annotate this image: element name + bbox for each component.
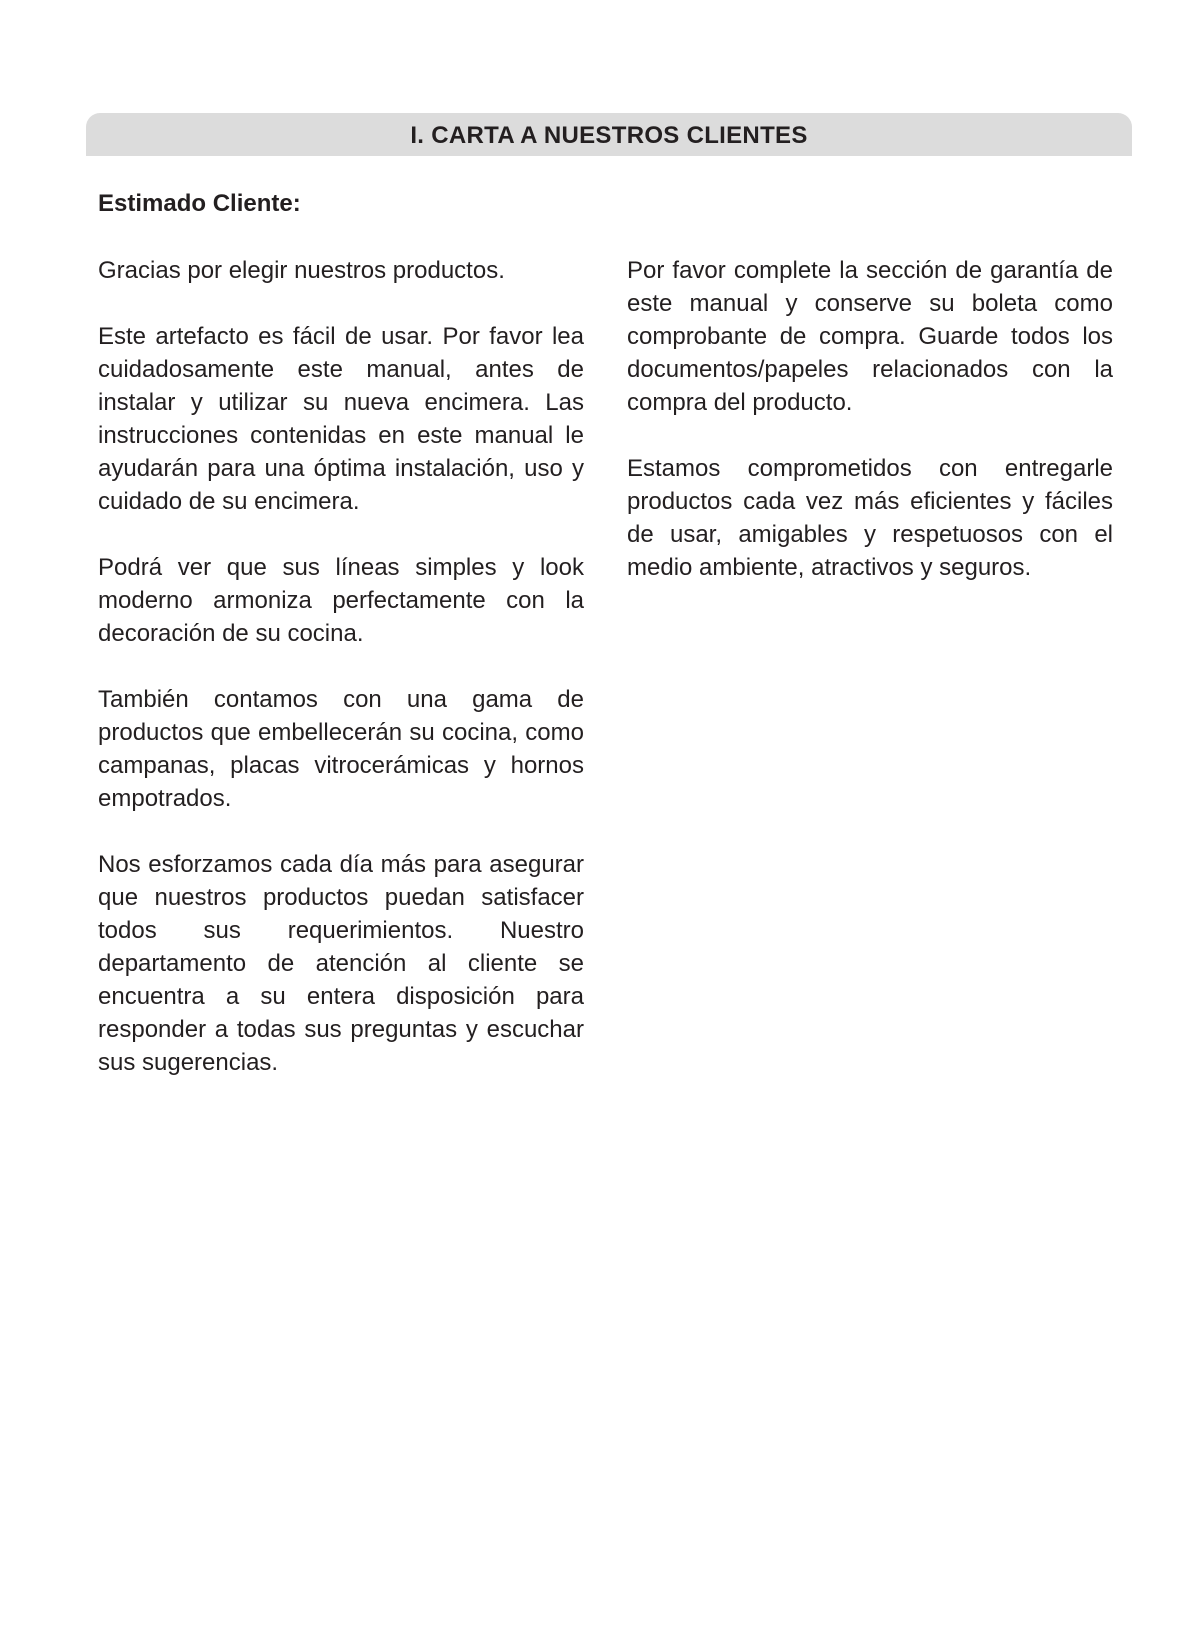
paragraph-thanks: Gracias por elegir nuestros productos. bbox=[98, 257, 505, 284]
section-header bbox=[86, 113, 1132, 156]
right-column bbox=[627, 254, 1113, 617]
paragraph-read-manual: Este artefacto es fácil de usar. Por favor lea cuidadosamente este manual, antes de instalar y utilizar su nueva encimera. Las instrucciones contenidas en este manual le ayudarán para una óptima instalación, uso y cuidado de su encimera. bbox=[98, 323, 584, 515]
paragraph-design: Podrá ver que sus líneas simples y look moderno armoniza perfectamente con la decoración de su cocina. bbox=[98, 554, 584, 647]
section-title: I. CARTA A NUESTROS CLIENTES bbox=[410, 121, 808, 149]
paragraph-commitment: Estamos comprometidos con entregarle productos cada vez más eficientes y fáciles de usar, amigables y respetuosos con el medio ambiente, atractivos y seguros. bbox=[627, 455, 1113, 581]
paragraph-warranty: Por favor complete la sección de garantía de este manual y conserve su boleta como comprobante de compra. Guarde todos los documentos/papeles relacionados con la compra del producto. bbox=[627, 257, 1113, 416]
letter-salutation: Estimado Cliente: bbox=[98, 190, 301, 217]
left-column bbox=[98, 254, 584, 1112]
paragraph-customer-service: Nos esforzamos cada día más para asegurar que nuestros productos puedan satisfacer todos sus requerimientos. Nuestro departamento de atención al cliente se encuentra a su entera disposición para responder a todas sus preguntas y escuchar sus sugerencias. bbox=[98, 851, 584, 1076]
paragraph-product-range: También contamos con una gama de productos que embellecerán su cocina, como campanas, placas vitrocerámicas y hornos empotrados. bbox=[98, 686, 584, 812]
